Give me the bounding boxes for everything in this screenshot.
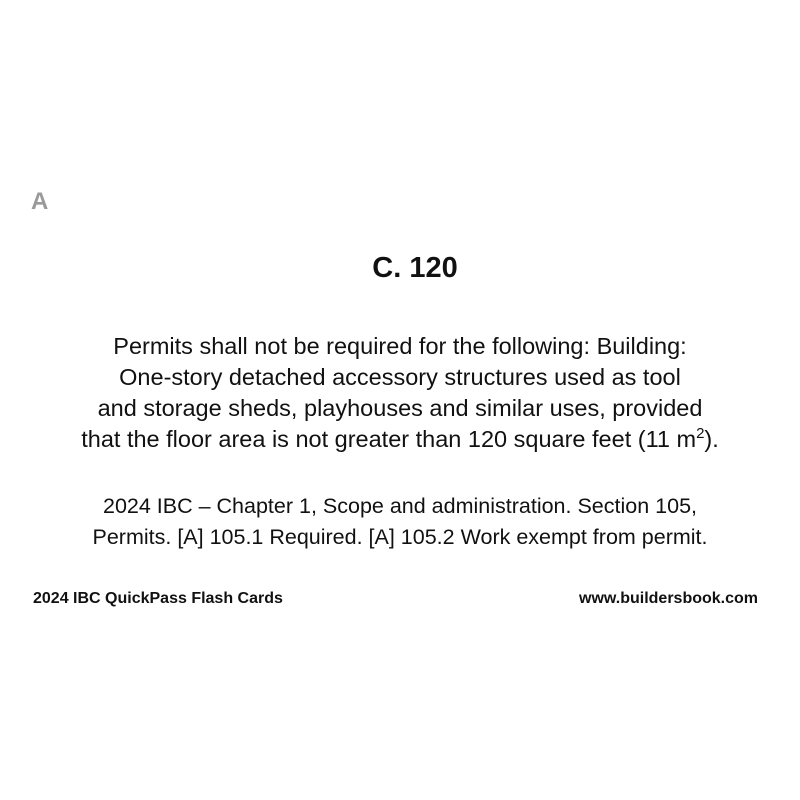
explanation-last-line-end: ). (704, 426, 719, 452)
explanation-line: Permits shall not be required for the following: Building: (113, 333, 687, 359)
explanation-line: One-story detached accessory structures used as tool (119, 364, 681, 390)
reference-line: 2024 IBC – Chapter 1, Scope and administration. Section 105, (102, 494, 697, 518)
superscript: 2 (696, 425, 705, 442)
card-side-label: A (31, 188, 49, 215)
answer-explanation (0, 331, 800, 455)
explanation-last-line (0, 424, 800, 455)
code-reference (0, 491, 800, 553)
answer-title: C. 120 (372, 252, 458, 284)
footer-product-name: 2024 IBC QuickPass Flash Cards (33, 590, 283, 607)
reference-line: Permits. [A] 105.1 Required. [A] 105.2 Work exempt from permit. (92, 525, 708, 549)
explanation-line: and storage sheds, playhouses and similar uses, provided (97, 395, 703, 421)
footer-website: www.buildersbook.com (579, 590, 758, 607)
explanation-last-line-text: that the floor area is not greater than 120 square feet (11 m (81, 426, 697, 452)
